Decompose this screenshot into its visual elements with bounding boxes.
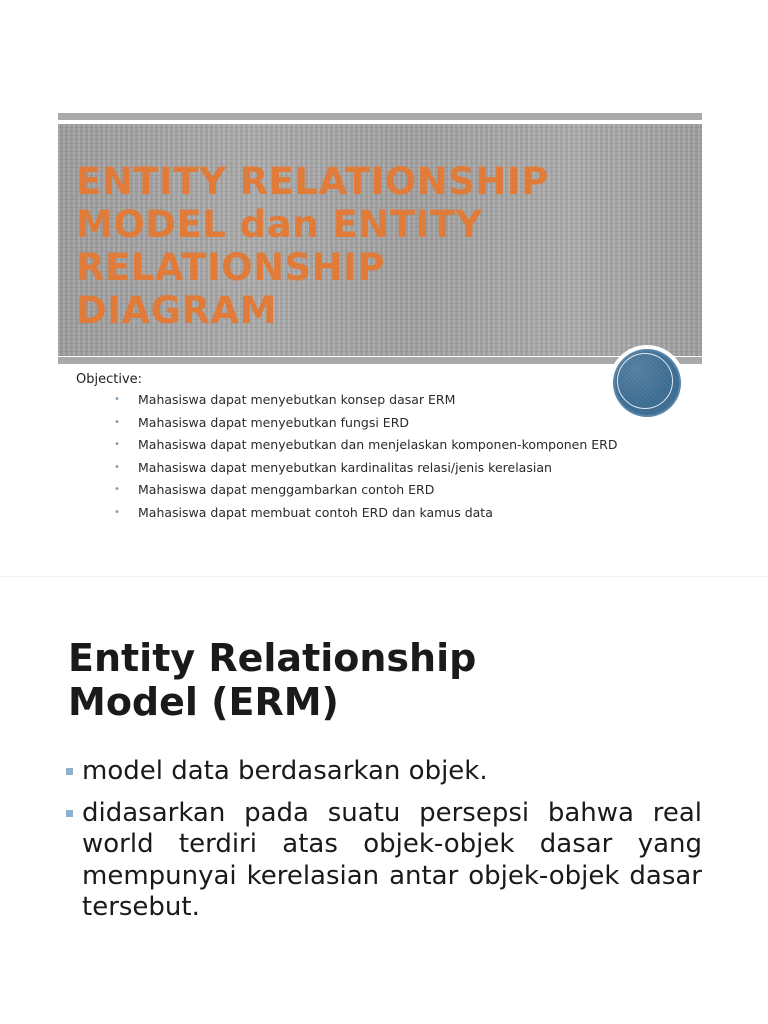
main-title: [76, 160, 676, 332]
square-bullet-icon: [66, 810, 73, 817]
small-bullet-icon: •: [114, 484, 120, 496]
objective-item: [110, 413, 630, 436]
main-title-line-2a: MODEL: [76, 203, 240, 246]
section-title-line-1: Entity Relationship: [68, 636, 477, 680]
objectives-list: [110, 390, 630, 526]
objective-label: Objective:: [76, 372, 143, 387]
point-item: [66, 756, 702, 788]
point-item: [66, 798, 702, 924]
main-title-line-2b: dan: [239, 203, 320, 246]
small-bullet-icon: •: [114, 506, 120, 518]
small-bullet-icon: •: [114, 461, 120, 473]
square-bullet-icon: [66, 768, 73, 775]
objective-item: [110, 390, 630, 413]
objective-item: [110, 458, 630, 481]
objective-item: [110, 503, 630, 526]
objective-text: Mahasiswa dapat membuat contoh ERD dan kamus data: [138, 504, 493, 520]
main-title-line-1: ENTITY RELATIONSHIP: [76, 160, 549, 203]
objective-text: Mahasiswa dapat menyebutkan konsep dasar ERM: [138, 392, 456, 407]
section-title-line-2: Model (ERM): [68, 680, 339, 724]
main-title-line-4: DIAGRAM: [76, 289, 277, 332]
point-text: model data berdasarkan objek.: [82, 756, 488, 786]
points-list: [66, 756, 702, 934]
objective-text: Mahasiswa dapat menyebutkan dan menjelaskan komponen-komponen ERD: [138, 437, 618, 453]
objective-item: [110, 435, 630, 458]
main-title-line-3: RELATIONSHIP: [76, 246, 386, 289]
point-text: didasarkan pada suatu persepsi bahwa real world terdiri atas objek-objek dasar yang mempunyai kerelasian antar objek-objek dasar tersebut.: [82, 797, 702, 922]
objective-text: Mahasiswa dapat menyebutkan fungsi ERD: [138, 414, 410, 430]
title-band-top-rule: [58, 113, 702, 120]
main-title-line-2c: ENTITY: [319, 203, 483, 246]
slide-divider: [0, 576, 768, 577]
small-bullet-icon: •: [114, 439, 120, 451]
section-title: [68, 636, 688, 724]
small-bullet-icon: •: [114, 416, 120, 428]
title-band-bottom-rule: [58, 357, 702, 364]
small-bullet-icon: •: [114, 394, 120, 405]
objective-item: [110, 480, 630, 503]
objective-text: Mahasiswa dapat menggambarkan contoh ERD: [138, 482, 435, 498]
objective-text: Mahasiswa dapat menyebutkan kardinalitas relasi/jenis kerelasian: [138, 459, 552, 475]
